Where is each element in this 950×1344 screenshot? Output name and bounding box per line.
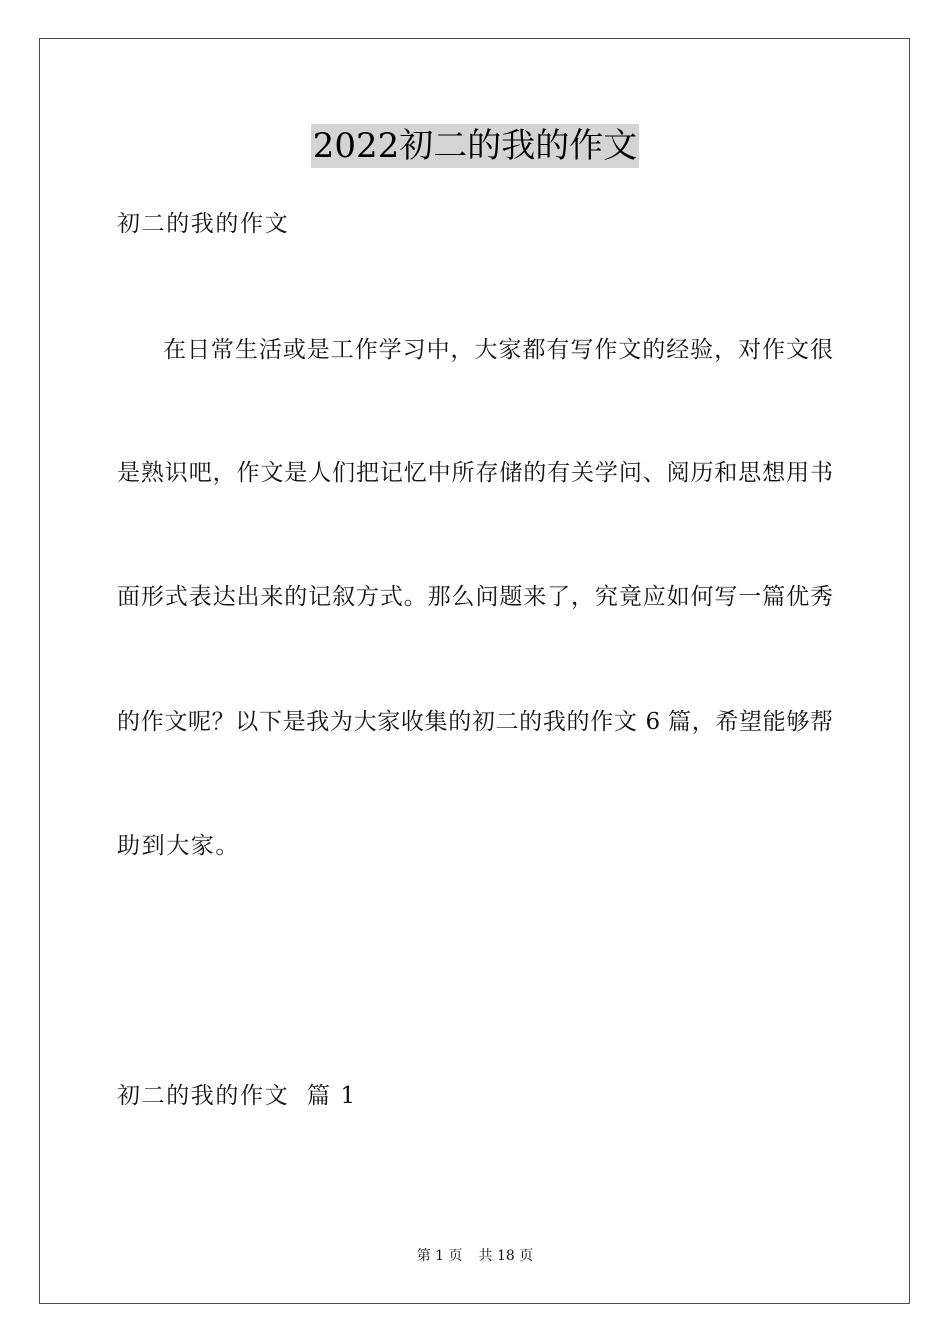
page-footer xyxy=(0,1247,950,1265)
document-subtitle: 初二的我的作文 xyxy=(117,211,290,237)
intro-line-4: 的作文呢？以下是我为大家收集的初二的我的作文 6 篇，希望能够帮 xyxy=(117,709,833,735)
intro-line-1: 在日常生活或是工作学习中，大家都有写作文的经验，对作文很 xyxy=(163,337,833,363)
document-title: 2022初二的我的作文 xyxy=(312,126,638,166)
intro-line-3: 面形式表达出来的记叙方式。那么问题来了，究竟应如何写一篇优秀 xyxy=(117,584,833,610)
intro-line-2: 是熟识吧，作文是人们把记忆中所存储的有关学问、阅历和思想用书 xyxy=(117,460,833,486)
page-number: 第 1 页 xyxy=(416,1248,463,1264)
page-total: 共 18 页 xyxy=(478,1248,534,1264)
title-container xyxy=(0,124,950,168)
section-heading: 初二的我的作文 篇 1 xyxy=(117,1083,357,1109)
intro-line-5: 助到大家。 xyxy=(117,833,240,859)
